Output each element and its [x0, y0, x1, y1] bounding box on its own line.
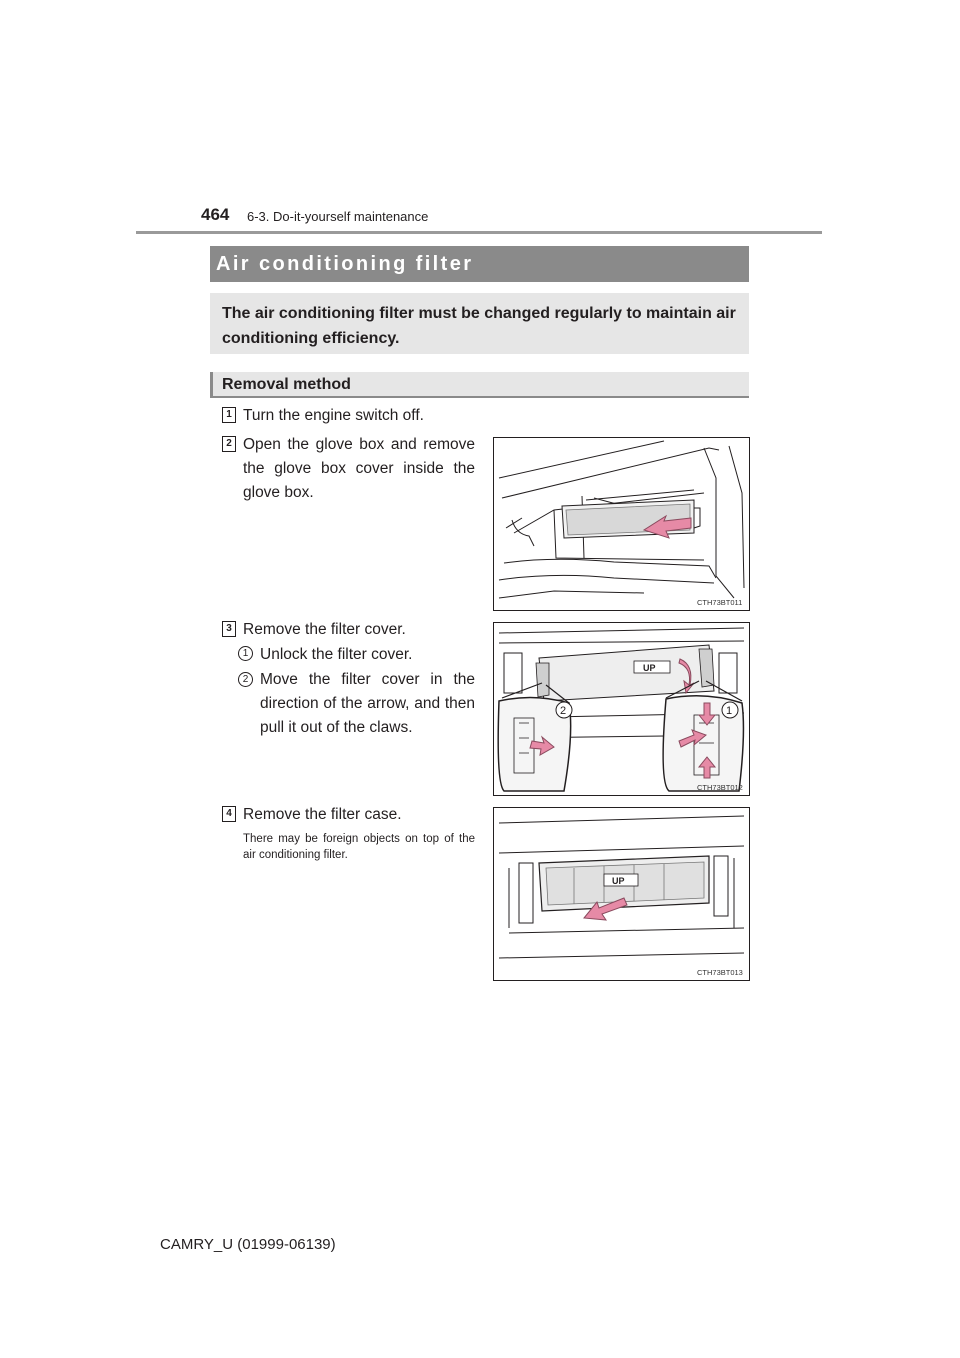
substep-number-1: 1 [238, 646, 253, 661]
up-label-4: UP [612, 876, 625, 886]
step-2-text: Open the glove box and remove the glove box cover inside the glove box. [243, 436, 475, 501]
figure-code-3: CTH73BT012 [697, 783, 743, 792]
step-number-2: 2 [222, 436, 236, 452]
subheading-accent [210, 372, 213, 398]
figure-filter-case [493, 807, 750, 981]
step-number-1: 1 [222, 407, 236, 423]
step-1-text: Turn the engine switch off. [243, 407, 424, 424]
header-rule [136, 231, 822, 234]
step-number-4: 4 [222, 806, 236, 822]
figure-code-2: CTH73BT011 [697, 598, 743, 607]
step-4-note: There may be foreign objects on top of the air conditioning filter. [243, 833, 475, 861]
page-number: 464 [201, 205, 230, 224]
intro-text: The air conditioning filter must be changed regularly to maintain air conditioning efficiency. [222, 305, 736, 347]
filter-case-illustration [494, 808, 749, 980]
figure-filter-cover [493, 622, 750, 796]
figure-code-4: CTH73BT013 [697, 968, 743, 977]
glove-box-illustration [494, 438, 749, 610]
section-label: 6-3. Do-it-yourself maintenance [247, 209, 429, 224]
step-4-text: Remove the filter case. [243, 806, 402, 823]
up-label-3: UP [643, 663, 656, 673]
page-title: Air conditioning filter [216, 253, 474, 275]
substep-number-2: 2 [238, 672, 253, 687]
substep-1-text: Unlock the filter cover. [260, 646, 413, 663]
step-number-3: 3 [222, 621, 236, 637]
filter-cover-illustration [494, 623, 749, 795]
callout-1: 1 [726, 705, 733, 717]
subheading: Removal method [222, 376, 351, 393]
footer-model-code: CAMRY_U (01999-06139) [160, 1236, 336, 1253]
callout-2: 2 [560, 705, 567, 717]
substep-2-text: Move the filter cover in the direction of the arrow, and then pull it out of the claws. [260, 671, 475, 736]
step-3-text: Remove the filter cover. [243, 621, 406, 638]
figure-glove-box [493, 437, 750, 611]
